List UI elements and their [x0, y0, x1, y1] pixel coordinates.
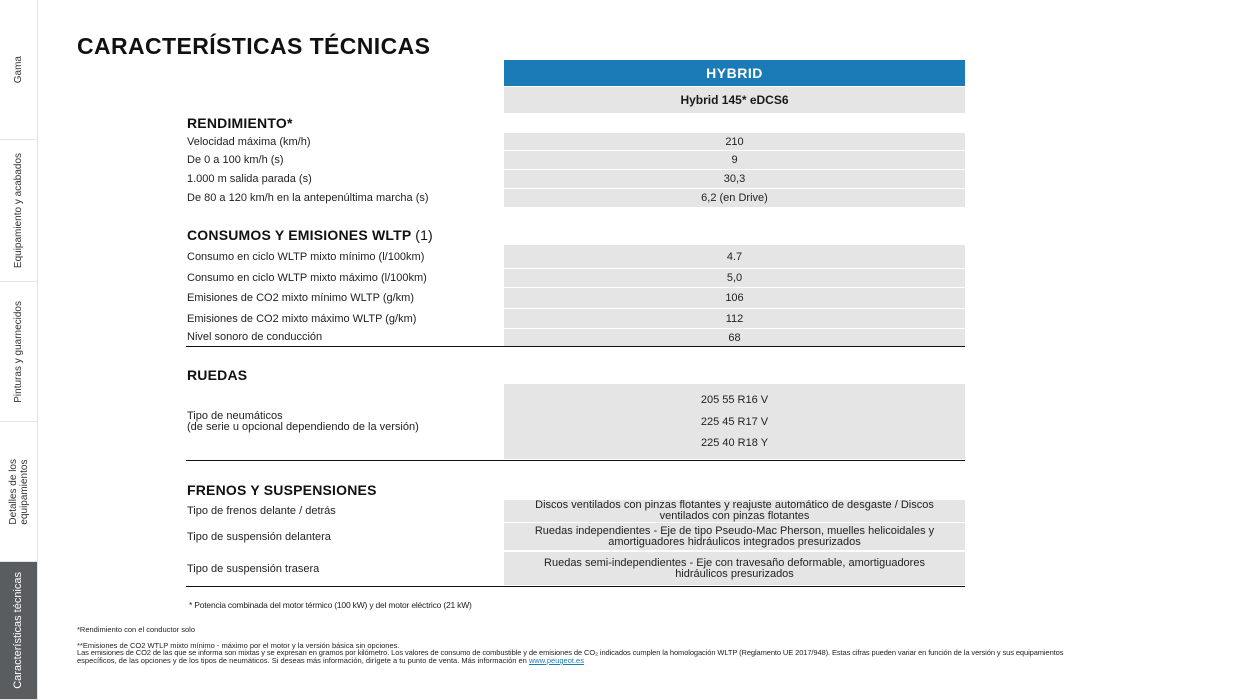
footnote-emisiones: [77, 656, 584, 665]
tyre-size: 205 55 R16 V: [700, 394, 769, 406]
tyre-values: [504, 384, 965, 459]
spec-value: 210: [504, 133, 965, 150]
spec-value: 9: [504, 151, 965, 169]
footnote-emisiones: Las emisiones de CO2 de las que se informa son mixtas y se expresan en gramos por kilómetro. Los valores de consumo de combustible y de emisiones de CO₂ indicados cumplen la homologación WLTP (Reglamento UE 2017/948). Estas cifras pueden variar en función de la versión y sus equipamientos: [77, 648, 1064, 657]
section-title-consumos: [187, 227, 433, 243]
spec-value-line: hidráulicos presurizados: [675, 567, 794, 580]
spec-value-line: ventilados con pinzas flotantes: [659, 510, 810, 522]
spec-label: De 0 a 100 km/h (s): [187, 154, 284, 166]
sidebar-nav: [0, 0, 38, 700]
spec-label: Tipo de frenos delante / detrás: [187, 505, 336, 517]
footnote-text: específicos, de las opciones y de los tipos de neumáticos. Si deseas más información, dirígete a tu punto de venta. Más información en: [77, 656, 527, 665]
tyre-size: 225 45 R17 V: [700, 416, 769, 428]
section-title-text: CONSUMOS Y EMISIONES WLTP: [187, 227, 412, 243]
sidebar-tab-gama[interactable]: [0, 0, 37, 140]
sidebar-tab-pinturas[interactable]: [0, 282, 37, 422]
spec-label: Velocidad máxima (km/h): [187, 136, 311, 148]
section-divider: [186, 346, 965, 347]
sidebar-tab-label: Equipamiento y acabados: [13, 152, 24, 269]
section-title-frenos: FRENOS Y SUSPENSIONES: [187, 482, 377, 498]
spec-value-line: amortiguadores hidráulicos integrados presurizados: [608, 535, 861, 548]
spec-label: Tipo de suspensión trasera: [187, 563, 320, 575]
sidebar-tab-caracteristicas[interactable]: [0, 562, 37, 700]
spec-label: Emisiones de CO2 mixto máximo WLTP (g/km): [187, 313, 417, 325]
spec-value: [504, 500, 965, 522]
spec-value: [504, 523, 965, 550]
section-divider: [186, 460, 965, 461]
spec-value: 106: [504, 288, 965, 308]
footnote-potencia: * Potencia combinada del motor térmico (100 kW) y del motor eléctrico (21 kW): [189, 600, 472, 610]
spec-value: 30,3: [504, 170, 965, 188]
spec-value: 6,2 (en Drive): [504, 189, 965, 207]
spec-label: Consumo en ciclo WLTP mixto máximo (l/100km): [187, 272, 427, 284]
sidebar-tab-label: Características técnicas: [12, 572, 24, 689]
spec-label: Nivel sonoro de conducción: [187, 331, 323, 343]
spec-label: Tipo de neumáticos: [187, 410, 283, 422]
sidebar-tab-label: Gama: [13, 55, 24, 84]
spec-label: Emisiones de CO2 mixto mínimo WLTP (g/km): [187, 292, 414, 304]
sidebar-tab-label: Detalles de los equipamientos: [7, 458, 30, 525]
sidebar-tab-detalles[interactable]: [0, 422, 37, 562]
spec-label: Consumo en ciclo WLTP mixto mínimo (l/100km): [187, 251, 425, 263]
sidebar-tab-label: Pinturas y guarnecidos: [13, 300, 24, 403]
peugeot-link[interactable]: www.peugeot.es: [528, 656, 584, 665]
spec-label: Tipo de suspensión delantera: [187, 531, 331, 543]
section-title-ruedas: RUEDAS: [187, 367, 248, 383]
spec-label: 1.000 m salida parada (s): [187, 173, 312, 185]
spec-value: 4.7: [504, 245, 965, 268]
spec-value-line: Discos ventilados con pinzas flotantes y reajuste automático de desgaste / Discos: [535, 499, 934, 511]
footnote-conductor: *Rendimiento con el conductor solo: [77, 625, 195, 634]
spec-value: [504, 552, 965, 585]
spec-label: De 80 a 120 km/h en la antepenúltima marcha (s): [187, 192, 429, 204]
spec-label-note: (de serie u opcional dependiendo de la versión): [187, 421, 419, 433]
spec-value: 5,0: [504, 269, 965, 287]
spec-value-line: Ruedas independientes - Eje de tipo Pseudo-Mac Pherson, muelles helicoidales y: [534, 524, 935, 537]
page-title: CARACTERÍSTICAS TÉCNICAS: [77, 33, 431, 59]
spec-value: 68: [504, 329, 965, 346]
section-divider: [186, 586, 965, 587]
footnote-emisiones: **Emisiones de CO2 WTLP mixto mínimo - máximo por el motor y la versión básica sin opciones.: [77, 641, 400, 650]
section-title-rendimiento: RENDIMIENTO*: [187, 115, 293, 131]
sidebar-tab-equipamiento[interactable]: [0, 140, 37, 282]
section-title-suffix: (1): [415, 227, 433, 243]
spec-value-line: Ruedas semi-independientes - Eje con travesaño deformable, amortiguadores: [544, 556, 925, 569]
tyre-size: 225 40 R18 Y: [700, 437, 769, 449]
column-version: Hybrid 145* eDCS6: [504, 87, 965, 113]
column-header-hybrid: HYBRID: [504, 60, 965, 86]
spec-value: 112: [504, 309, 965, 328]
